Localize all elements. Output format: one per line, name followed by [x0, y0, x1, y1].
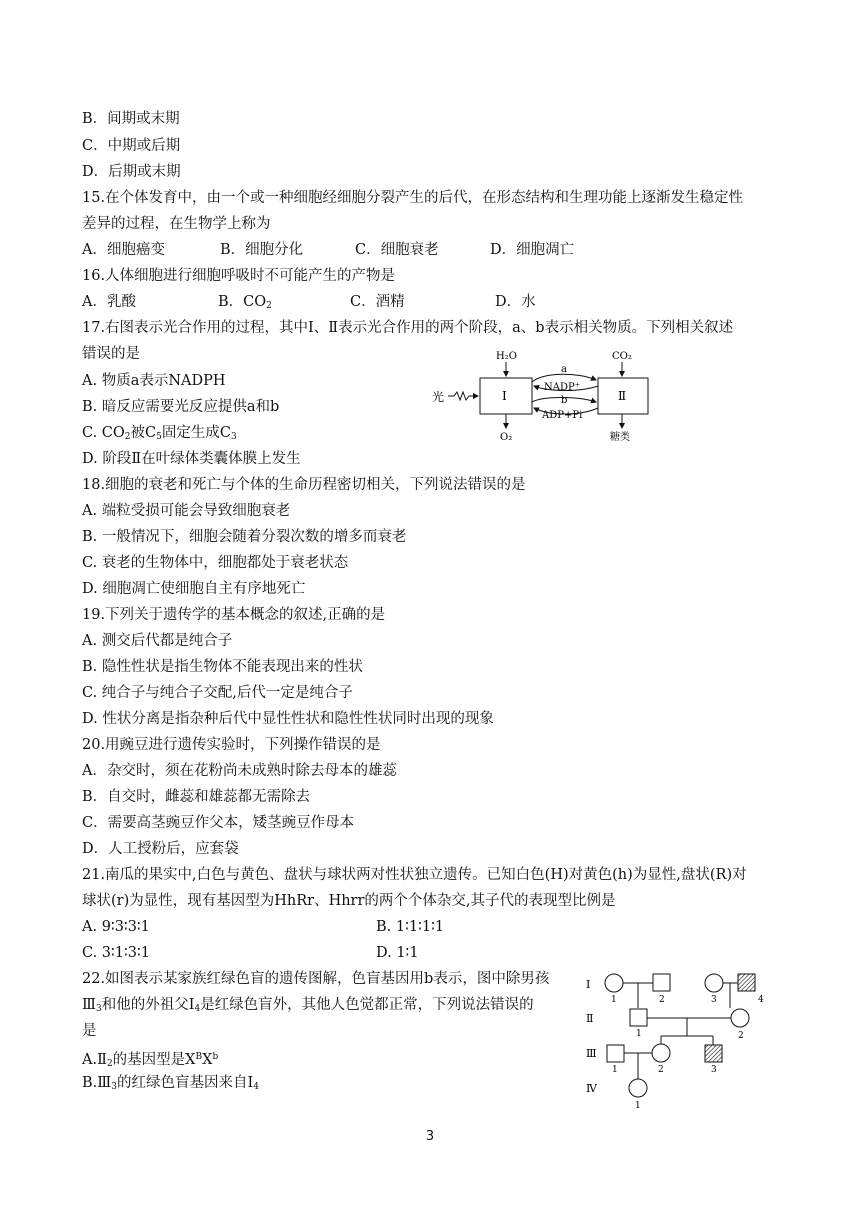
o2-label: O₂ [500, 432, 513, 443]
q15-option-d: D．细胞凋亡 [490, 242, 575, 258]
q17-option-d: D. 阶段Ⅱ在叶绿体类囊体膜上发生 [82, 451, 301, 467]
stage-2-label: Ⅱ [618, 389, 627, 403]
q19-option-c: C. 纯合子与纯合子交配,后代一定是纯合子 [82, 685, 353, 701]
q19-option-a: A. 测交后代都是纯合子 [82, 633, 233, 649]
i1-number: 1 [611, 995, 617, 1005]
q20-option-b: B．自交时，雌蕊和雄蕊都无需除去 [82, 789, 311, 805]
iii1-male [607, 1045, 624, 1062]
iii3-male-affected [705, 1045, 722, 1062]
q17-stem-line1: 17.右图表示光合作用的过程，其中Ⅰ、Ⅱ表示光合作用的两个阶段，a、b表示相关物质。下列相关叙述 [82, 320, 734, 336]
q19-stem: 19.下列关于遗传学的基本概念的叙述,正确的是 [82, 607, 386, 623]
q16-stem: 16.人体细胞进行细胞呼吸时不可能产生的产物是 [82, 268, 396, 284]
q15-option-c: C．细胞衰老 [355, 242, 439, 258]
q18-option-c: C. 衰老的生物体中，细胞都处于衰老状态 [82, 555, 349, 571]
generation-1-label: Ⅰ [586, 978, 591, 991]
co2-label: CO₂ [612, 351, 632, 362]
q16-option-a: A．乳酸 [82, 294, 136, 310]
q16-option-d: D．水 [495, 294, 536, 310]
q18-option-b: B. 一般情况下，细胞会随着分裂次数的增多而衰老 [82, 529, 407, 545]
q19-option-b: B. 隐性性状是指生物体不能表现出来的性状 [82, 659, 363, 675]
nadp-label: NADP⁺ [544, 382, 580, 393]
q22-stem-line1: 22.如图表示某家族红绿色盲的遗传图解，色盲基因用b表示，图中除男孩 [82, 971, 550, 987]
q21-option-a: A. 9∶3∶3∶1 [82, 919, 150, 935]
ii2-female [731, 1009, 749, 1027]
sugar-label: 糖类 [610, 432, 630, 443]
i1-female [605, 974, 623, 992]
i3-female [705, 974, 723, 992]
i2-number: 2 [659, 995, 665, 1005]
light-label: 光 [432, 390, 445, 404]
generation-3-label: Ⅲ [586, 1047, 597, 1060]
i4-male-affected [738, 974, 755, 991]
q21-option-d: D. 1∶1 [376, 945, 419, 961]
a-arrow [532, 374, 596, 382]
iii2-number: 2 [658, 1065, 664, 1075]
b-label: b [561, 395, 568, 406]
h2o-label: H₂O [496, 351, 517, 362]
q19-option-d: D. 性状分离是指杂种后代中显性性状和隐性性状同时出现的现象 [82, 711, 494, 727]
q21-option-b: B. 1∶1∶1∶1 [376, 919, 445, 935]
page-number: 3 [425, 1129, 435, 1144]
light-wave-arrow [448, 392, 478, 400]
q22-option-b: $B.Ⅲ_3$的红绿色盲基因来自$Ⅰ_4$ [82, 1075, 259, 1092]
q16-option-b: B．$CO_2$ [218, 294, 272, 311]
q21-option-c: C. 3∶1∶3∶1 [82, 945, 151, 961]
q16-option-c: C．酒精 [350, 294, 405, 310]
q14-option-d: D．后期或末期 [82, 164, 181, 180]
ii1-male [630, 1009, 647, 1026]
i3-number: 3 [711, 995, 717, 1005]
q22-stem-line3: 是 [82, 1023, 97, 1039]
q17-option-a: A. 物质a表示NADPH [82, 373, 226, 389]
q14-option-c: C．中期或后期 [82, 138, 181, 154]
photosynthesis-diagram [428, 346, 668, 446]
q22-option-a: $A.Ⅱ_2$的基因型是$X^BX^b$ [82, 1052, 219, 1069]
q18-option-a: A. 端粒受损可能会导致细胞衰老 [82, 503, 291, 519]
iii2-female [652, 1044, 670, 1062]
ii1-number: 1 [636, 1029, 642, 1039]
q20-option-a: A．杂交时，须在花粉尚未成熟时除去母本的雄蕊 [82, 763, 397, 779]
q18-stem: 18.细胞的衰老和死亡与个体的生命历程密切相关，下列说法错误的是 [82, 477, 526, 493]
i2-male [653, 974, 670, 991]
q20-option-d: D．人工授粉后，应套袋 [82, 841, 239, 857]
q15-option-b: B．细胞分化 [220, 242, 304, 258]
q21-stem-line2: 球状(r)为显性，现有基因型为HhRr、Hhrr的两个个体杂交,其子代的表现型比例是 [82, 893, 616, 909]
q15-stem-line1: 15.在个体发育中，由一个或一种细胞经细胞分裂产生的后代，在形态结构和生理功能上逐渐发生稳定性 [82, 190, 744, 206]
iii1-number: 1 [612, 1065, 618, 1075]
iii3-number: 3 [711, 1065, 717, 1075]
ii2-number: 2 [738, 1031, 744, 1041]
q14-option-b: B．间期或末期 [82, 111, 180, 127]
i4-number: 4 [758, 995, 764, 1005]
q17-option-c: C. $CO_2$被$C_5$固定生成$C_3$ [82, 425, 237, 442]
q18-option-d: D. 细胞凋亡使细胞自主有序地死亡 [82, 581, 306, 597]
adp-label: ADP+Pi [542, 410, 583, 421]
iv1-female [629, 1079, 647, 1097]
q20-stem: 20.用豌豆进行遗传实验时，下列操作错误的是 [82, 737, 381, 753]
q22-stem-line2: $Ⅲ_3$和他的外祖父$Ⅰ_4$是红绿色盲外，其他人色觉都正常，下列说法错误的 [82, 997, 534, 1014]
a-label: a [561, 364, 567, 375]
q15-option-a: A．细胞癌变 [82, 242, 165, 258]
q17-stem-line2: 错误的是 [82, 346, 140, 362]
q15-stem-line2: 差异的过程，在生物学上称为 [82, 216, 271, 232]
q17-option-b: B. 暗反应需要光反应提供a和b [82, 399, 280, 415]
q21-stem-line1: 21.南瓜的果实中,白色与黄色、盘状与球状两对性状独立遗传。已知白色(H)对黄色(h)为显性,盘状(R)对 [82, 867, 747, 883]
pedigree-chart [583, 966, 783, 1116]
stage-1-label: Ⅰ [502, 389, 507, 403]
q20-option-c: C．需要高茎豌豆作父本，矮茎豌豆作母本 [82, 815, 355, 831]
generation-2-label: Ⅱ [586, 1012, 594, 1025]
generation-4-label: Ⅳ [586, 1082, 597, 1095]
iv1-number: 1 [635, 1101, 641, 1111]
